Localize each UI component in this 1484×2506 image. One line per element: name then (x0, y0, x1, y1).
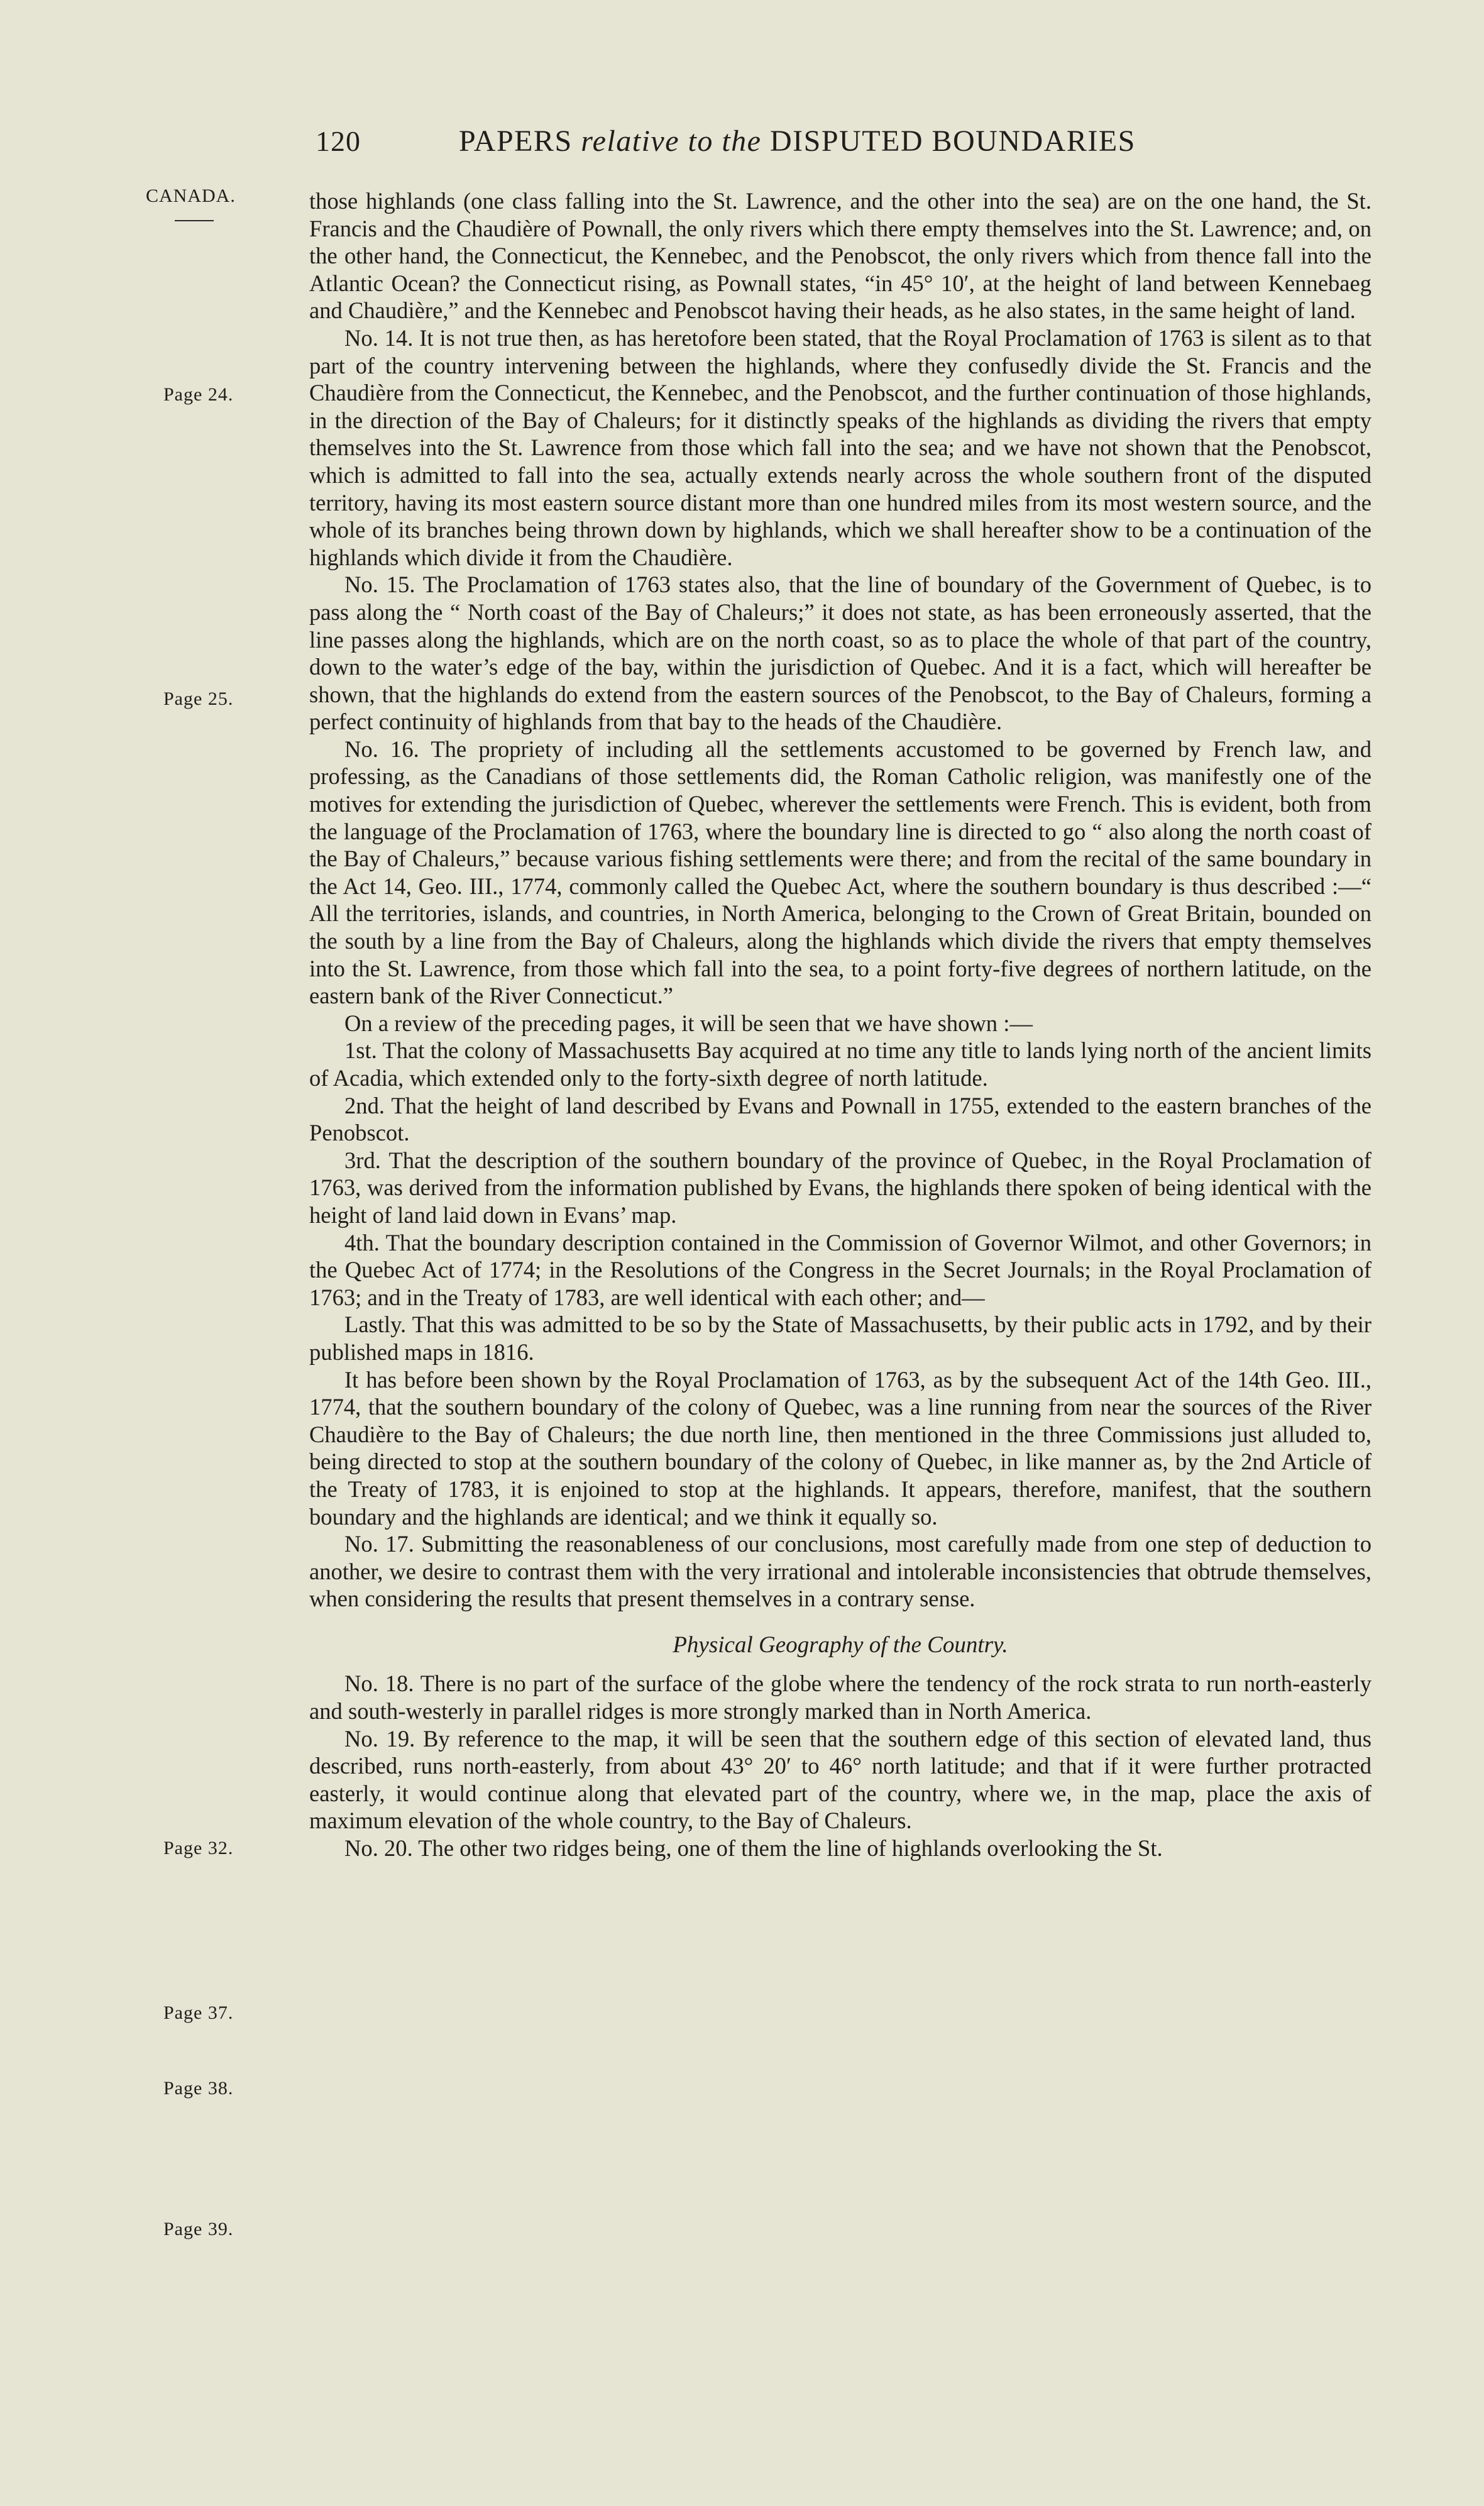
paragraph: No. 20. The other two ridges being, one of them the line of highlands overlooking the St. (344, 1835, 1163, 1862)
margin-note: Page 25. (163, 688, 234, 709)
paragraph: No. 14. It is not true then, as has heretofore been stated, that the Royal Proclamation of 1763 is silent as to that part of the country intervening between the highlands, where they confusedly divide the St. Francis and the Chaudière from the Connecticut, the Kennebec, and the Penobscot, and the further continuation of those highlands, in the direction of the Bay of Chaleurs; for it distinctly speaks of the highlands as dividing the rivers that empty themselves into the St. Lawrence from those which fall into the sea; and we have not shown that the Penobscot, which is admitted to fall into the sea, actually extends nearly across the whole southern front of the disputed territory, having its most eastern source distant more than one hundred miles from its most western source, and the whole of its branches being thrown down by highlands, which we shall hereafter show to be a continuation of the highlands which divide it from the Chaudière. (309, 324, 1371, 570)
paragraph: On a review of the preceding pages, it will be seen that we have shown :— (344, 1010, 1033, 1036)
running-title-prefix: PAPERS (459, 124, 573, 158)
section-heading: Physical Geography of the Country. (673, 1631, 1008, 1658)
body-text (309, 187, 1371, 1862)
paragraph: Lastly. That this was admitted to be so by the State of Massachusetts, by their public acts in 1792, and by their published maps in 1816. (309, 1311, 1371, 1365)
paragraph: No. 16. The propriety of including all the settlements accustomed to be governed by French law, and professing, as the Canadians of those settlements did, the Roman Catholic religion, was manifestly one of the motives for extending the jurisdiction of Quebec, wherever the settlements were French. This is evident, both from the language of the Proclamation of 1763, where the boundary line is directed to go “ also along the north coast of the Bay of Chaleurs,” because various fishing settlements were there; and from the recital of the same boundary in the Act 14, Geo. III., 1774, commonly called the Quebec Act, where the southern boundary is thus described :—“ All the territories, islands, and countries, in North America, belonging to the Crown of Great Britain, bounded on the south by a line from the Bay of Chaleurs, along the highlands which divide the rivers that empty themselves into the St. Lawrence, from those which fall into the sea, to a point forty-five degrees of northern latitude, on the eastern bank of the River Connecticut.” (309, 736, 1371, 1009)
running-title (459, 119, 1136, 163)
paragraph: 1st. That the colony of Massachusetts Bay acquired at no time any title to lands lying north of the ancient limits of Acadia, which extended only to the forty-sixth degree of north latitude. (309, 1037, 1371, 1091)
margin-note: Page 38. (163, 2078, 234, 2099)
margin-section-label: CANADA. (146, 185, 236, 206)
margin-note: Page 24. (163, 384, 234, 405)
running-title-italic: relative to the (581, 124, 762, 158)
paragraph: 2nd. That the height of land described by Evans and Pownall in 1755, extended to the eastern branches of the Penobscot. (309, 1092, 1371, 1146)
margin-note: Page 32. (163, 1838, 234, 1858)
running-header (0, 119, 1484, 163)
margin-note: Page 37. (163, 2002, 234, 2023)
paragraph: It has before been shown by the Royal Proclamation of 1763, as by the subsequent Act of the 14th Geo. III., 1774, that the southern boundary of the colony of Quebec, was a line running from near the sources of the River Chaudière to the Bay of Chaleurs; the due north line, then mentioned in the three Commissions just alluded to, being directed to stop at the southern boundary of the colony of Quebec, in like manner as, by the 2nd Article of the Treaty of 1783, it is enjoined to stop at the highlands. It appears, therefore, manifest, that the southern boundary and the highlands are identical; and we think it equally so. (309, 1366, 1371, 1530)
paragraph: No. 19. By reference to the map, it will be seen that the southern edge of this section of elevated land, thus described, runs north-easterly, from about 43° 20′ to 46° north latitude; and that if it were further protracted easterly, it would continue along that elevated part of the country, where we, in the map, place the axis of maximum elevation of the whole country, to the Bay of Chaleurs. (309, 1725, 1371, 1834)
paragraph: No. 15. The Proclamation of 1763 states also, that the line of boundary of the Government of Quebec, is to pass along the “ North coast of the Bay of Chaleurs;” it does not state, as has been erroneously asserted, that the line passes along the highlands, which are on the north coast, so as to place the whole of that part of the country, down to the water’s edge of the bay, within the jurisdiction of Quebec. And it is a fact, which will hereafter be shown, that the highlands do extend from the eastern sources of the Penobscot, to the Bay of Chaleurs, forming a perfect continuity of highlands from that bay to the heads of the Chaudière. (309, 571, 1371, 735)
page-number: 120 (316, 125, 361, 157)
margin-rule (175, 220, 214, 221)
paragraph: No. 17. Submitting the reasonableness of our conclusions, most carefully made from one step of deduction to another, we desire to contrast them with the very irrational and intolerable inconsistencies that obtrude themselves, when considering the results that present themselves in a contrary sense. (309, 1531, 1371, 1612)
paragraph: those highlands (one class falling into the St. Lawrence, and the other into the sea) are on the one hand, the St. Francis and the Chaudière of Pownall, the only rivers which there empty themselves into the St. Lawrence; and, on the other hand, the Connecticut, the Kennebec, and the Penobscot, the only rivers which from thence fall into the Atlantic Ocean? the Connecticut rising, as Pownall states, “in 45° 10′, at the height of land between Kennebaeg and Chaudière,” and the Kennebec and Penobscot having their heads, as he also states, in the same height of land. (309, 188, 1371, 324)
running-title-suffix: DISPUTED BOUNDARIES (769, 124, 1136, 158)
paragraph: 3rd. That the description of the southern boundary of the province of Quebec, in the Royal Proclamation of 1763, was derived from the information published by Evans, the highlands there spoken of being identical with the height of land laid down in Evans’ map. (309, 1147, 1371, 1228)
paragraph: 4th. That the boundary description contained in the Commission of Governor Wilmot, and other Governors; in the Quebec Act of 1774; in the Resolutions of the Congress in the Secret Journals; in the Royal Proclamation of 1763; and in the Treaty of 1783, are well identical with each other; and— (309, 1229, 1371, 1310)
paragraph: No. 18. There is no part of the surface of the globe where the tendency of the rock strata to run north-easterly and south-westerly in parallel ridges is more strongly marked than in North America. (309, 1670, 1371, 1725)
margin-note: Page 39. (163, 2219, 234, 2239)
